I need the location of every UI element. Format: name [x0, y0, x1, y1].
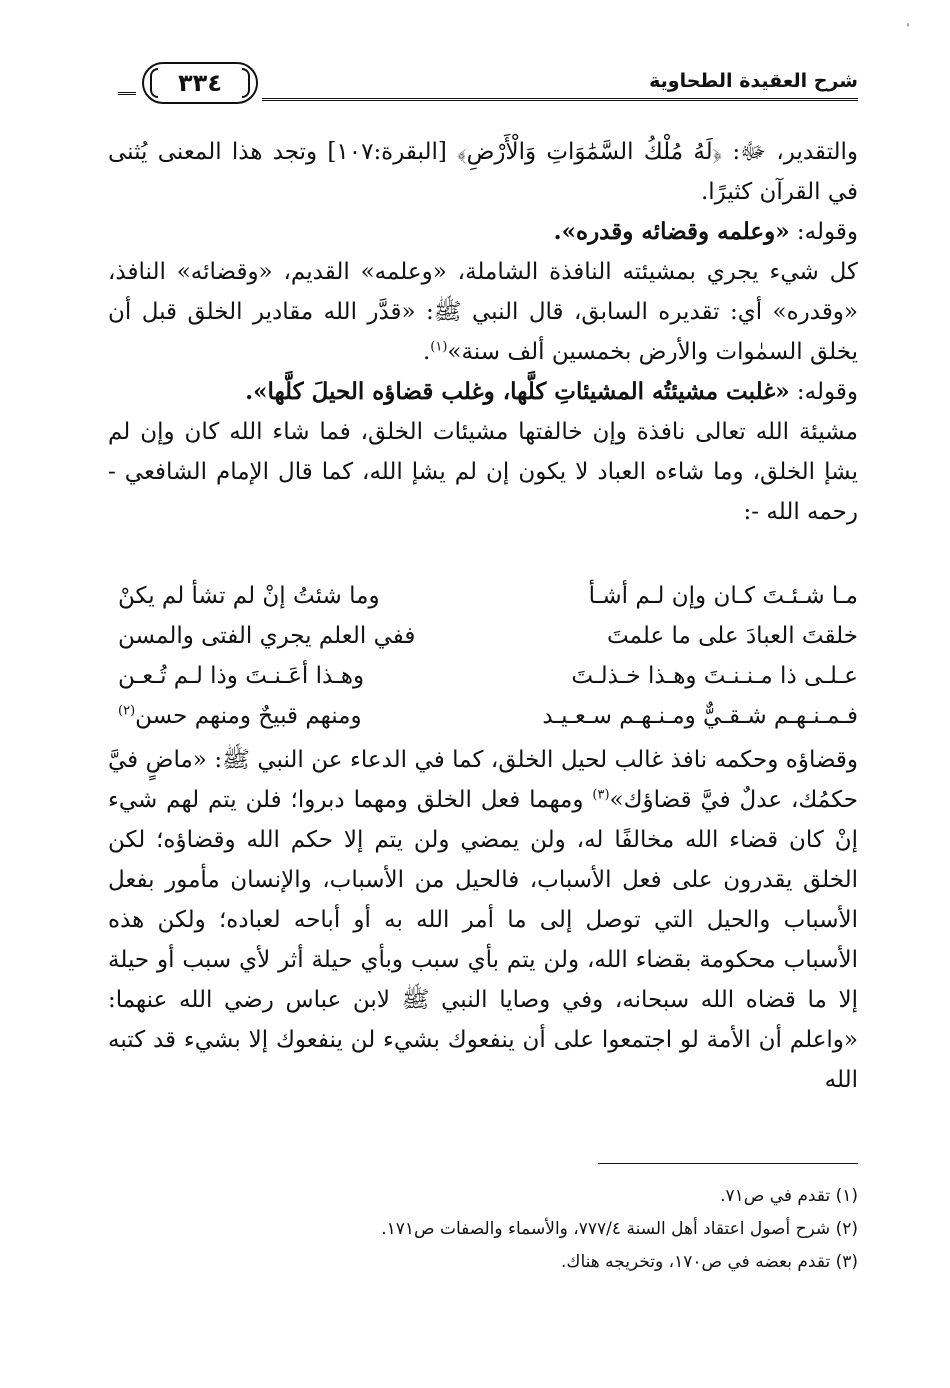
poem-hemistich-first: خلقتَ العبادَ على ما علمتَ: [606, 623, 858, 649]
poem-verse: [118, 696, 858, 736]
poem-hemistich-second: وهـذا أعَـنـتَ وذا لـم تُـعـن: [118, 663, 365, 689]
paragraph: مشيئة الله تعالى نافذة وإن خالفتها مشيئات الخلق، فما شاء الله كان وإن لم يشإ الخلق، وما شاءه العباد لا يكون إن لم يشإ الله، كما قال الإمام الشافعي - رحمه الله -:: [108, 419, 858, 525]
poem-verse: [118, 656, 858, 696]
poem-hemistich-first: عـلـى ذا مـنـنـتَ وهـذا خـذلـتَ: [571, 663, 858, 689]
footnote: (٢) شرح أصول اعتقاد أهل السنة ٧٧٧/٤، والأسماء والصفات ص١٧١.: [381, 1219, 858, 1239]
poem: [118, 576, 858, 736]
header-rule-short: [118, 92, 136, 95]
paragraph: وقوله: «وعلمه وقضائه وقدره».: [553, 218, 858, 245]
footnote-ref: (١): [430, 339, 448, 355]
main-text: [108, 132, 858, 532]
corner-mark: ˈ: [906, 22, 910, 38]
paragraph: وقضاؤه وحكمه نافذ غالب لحيل الخلق، كما في الدعاء عن النبي ﷺ: «ماضٍ فيَّ حكمُك، عدلٌ فيَّ قضاؤك»$^{(٣)}$ ومهما فعل الخلق ومهما دبروا؛ فلن يتم لهم شيء إنْ كان قضاء الله مخالفًا له، ولن يمضي ولن يتم إلا حكم الله وقضاؤه؛ لكن الخلق يقدرون على فعل الأسباب، فالحيل من الأسباب، والإنسان مأمور بفعل الأسباب والحيل التي توصل إلى ما أمر الله به أو أباحه لعباده؛ ولكن هذه الأسباب محكومة بقضاء الله، ولن يتم بأي سبب وبأي حيلة أثر لأي سبب أو حيلة إلا ما قضاه الله سبحانه، وفي وصايا النبي ﷺ لابن عباس رضي الله عنهما: «واعلم أن الأمة لو اجتمعوا على أن ينفعوك بشيء لن ينفعوك إلا بشيء قد كتبه الله: [108, 747, 858, 1093]
footnotes: [98, 1180, 858, 1279]
poem-verse: [118, 616, 858, 656]
paragraph: كل شيء يجري بمشيئته النافذة الشاملة، «وعلمه» القديم، «وقضائه» النافذ، «وقدره» أي: تقديره السابق، قال النبي ﷺ: «قدَّر الله مقادير الخلق قبل أن يخلق السمٰوات والأرض بخمسين ألف سنة»$^{(١)}$.: [108, 259, 858, 365]
footnote-ref: (٢): [118, 703, 136, 719]
poem-hemistich-first: فـمـنـهـم شـقـيٌّ ومـنـهـم سـعـيـد: [542, 703, 858, 729]
page-header: [118, 62, 858, 112]
footnote: (٣) تقدم بعضه في ص١٧٠، وتخريجه هناك.: [561, 1252, 858, 1272]
poem-hemistich-second: وما شئتُ إنْ لم تشأ لم يكنْ: [118, 583, 380, 609]
page-number: ٣٣٤: [142, 62, 258, 104]
poem-hemistich-second: ومنهم قبيحٌ ومنهم حسن$^{(٢)}$: [118, 703, 362, 729]
paragraph: وقوله: «غلبت مشيئتُه المشيئاتِ كلَّها، وغلب قضاؤه الحيلَ كلَّها».: [245, 378, 858, 405]
book-title: شرح العقيدة الطحاوية: [649, 70, 858, 92]
footnote: (١) تقدم في ص٧١.: [720, 1186, 858, 1206]
footnote-ref: (٣): [592, 787, 610, 803]
header-rule: [262, 98, 858, 101]
footnote-separator: [598, 1163, 858, 1164]
poem-hemistich-first: مـا شـئـتَ كـان وإن لـم أشـأ: [588, 583, 858, 609]
poem-verse: [118, 576, 858, 616]
paragraph: والتقدير، ﷻ: ﴿لَهُ مُلْكُ السَّمَٰوَاتِ وَالْأَرْضِ﴾ [البقرة:١٠٧] وتجد هذا المعنى يُثنى في القرآن كثيرًا.: [108, 139, 859, 205]
main-text-continued: [108, 740, 858, 1100]
poem-hemistich-second: ففي العلم يجري الفتى والمسن: [118, 623, 416, 649]
